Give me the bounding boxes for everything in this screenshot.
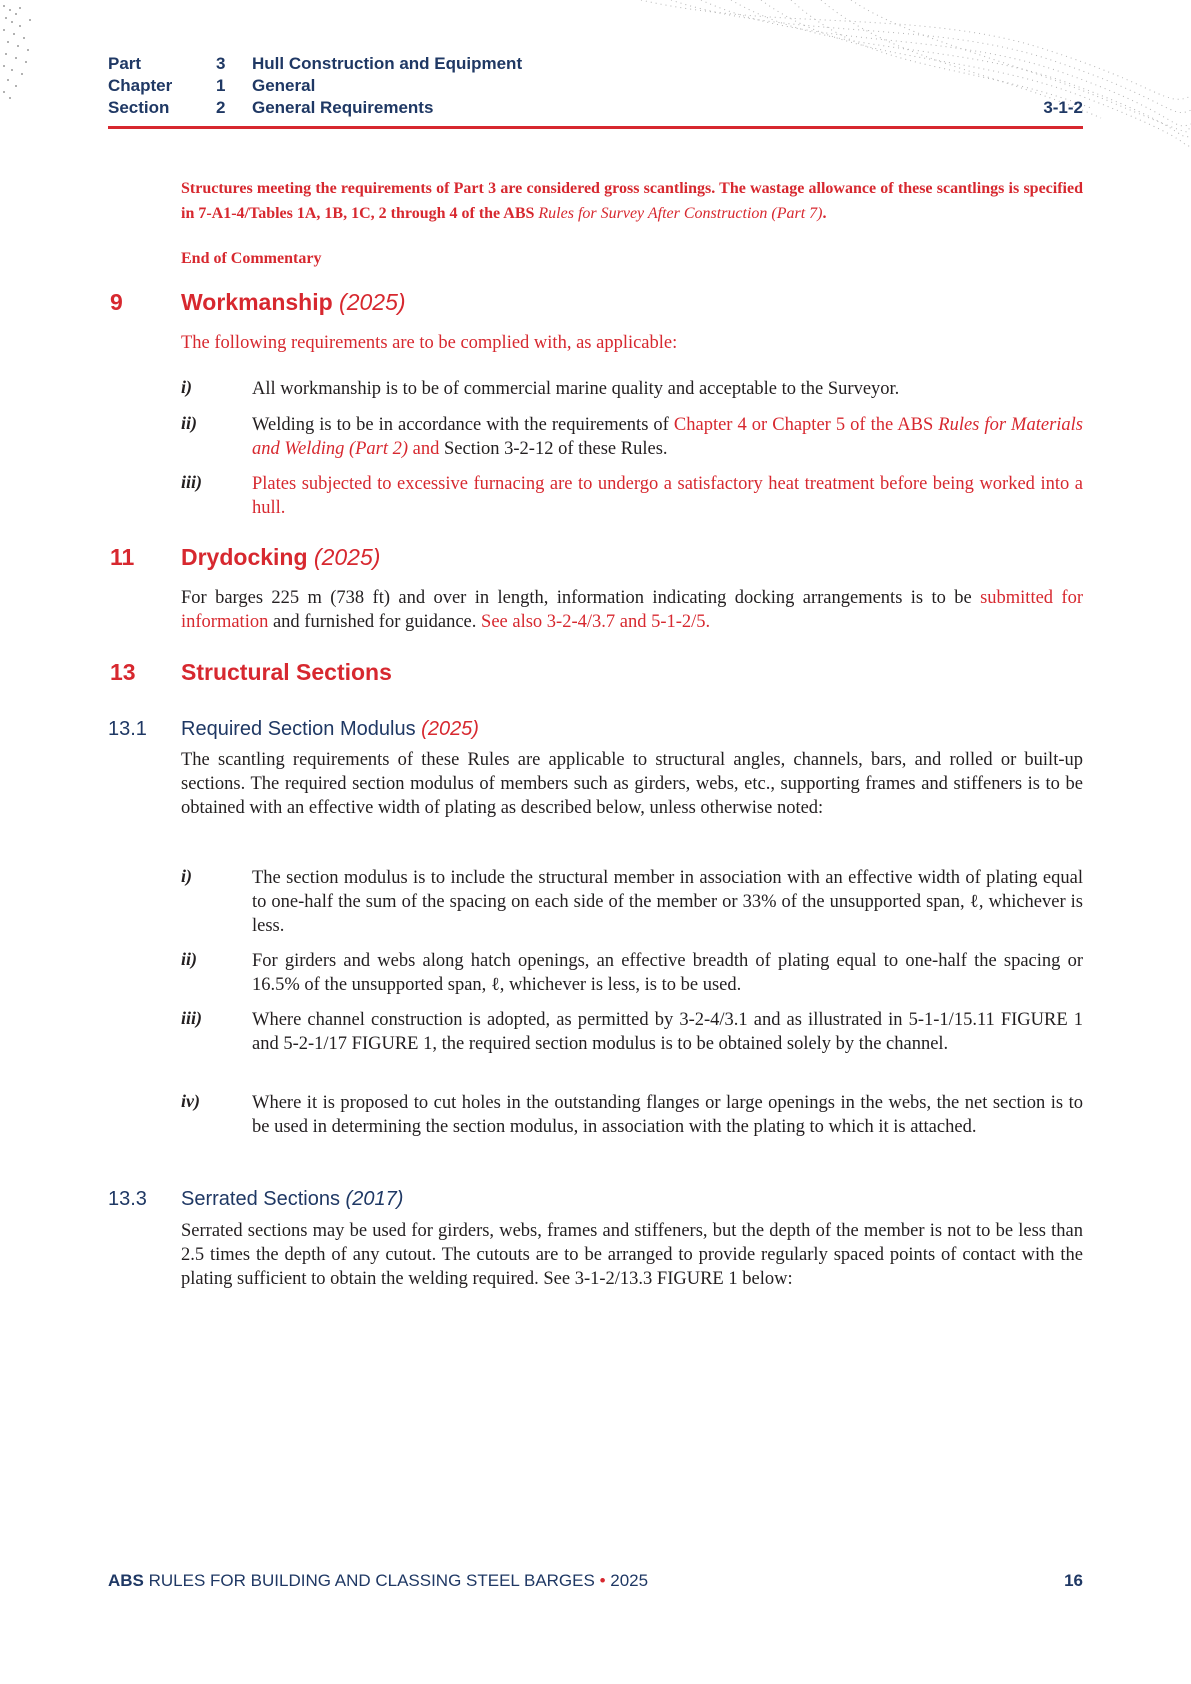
subsection-13-1-year: (2025)	[421, 718, 479, 740]
subsection-13-1-title: Required Section Modulus	[181, 718, 416, 740]
footer-bullet: •	[594, 1571, 611, 1590]
list-item-text: Welding is to be in accordance with the requirements of	[252, 415, 674, 435]
section-11-year: (2025)	[313, 544, 381, 570]
section-11-text: and furnished for guidance.	[268, 612, 482, 632]
subsection-13-3-heading	[181, 1188, 403, 1211]
header-section-number: 2	[216, 98, 226, 117]
section-9-number: 9	[110, 289, 123, 315]
section-9-intro: The following requirements are to be complied with, as applicable:	[181, 333, 678, 353]
footer-year: 2025	[610, 1571, 649, 1590]
header-divider	[108, 126, 1083, 129]
list-item: For girders and webs along hatch openings, an effective breadth of plating equal to one-half the spacing or 16.5% of the unsupported span, ℓ, whichever is less, is to be used.	[252, 951, 1083, 995]
header-part-title: Hull Construction and Equipment	[252, 54, 523, 73]
header-chapter-row	[108, 76, 1083, 98]
section-11-number: 11	[110, 544, 135, 570]
section-11-paragraph	[181, 586, 1083, 634]
footer-page-number: 16	[1064, 1571, 1083, 1590]
footer-brand: ABS	[108, 1571, 144, 1590]
subsection-13-1-heading	[181, 718, 479, 741]
commentary-paragraph	[181, 176, 1083, 226]
materials-welding-link[interactable]: Chapter 4 or Chapter 5 of the ABS	[673, 415, 939, 435]
header-chapter-title: General	[252, 76, 316, 95]
subsection-13-1-intro: The scantling requirements of these Rules are applicable to structural angles, channels, bars, and rolled or built-up sections. The required section modulus of members such as girders, webs, etc., supporting frames and stiffeners is to be obtained with an effective width of plating as described below, unless otherwise noted:	[181, 750, 1083, 818]
list-item: The section modulus is to include the structural member in association with an effective width of plating equal to one-half the sum of the spacing on each side of the member or 33% of the unsupported span, ℓ, whichever is less.	[252, 868, 1083, 936]
commentary-text: Structures meeting the requirements of Part 3 are considered gross scantlings. The wastage allowance of these scantlings is specified in 7-A1-4/Tables 1A, 1B, 1C, 2 through 4 of the ABS	[181, 180, 1083, 222]
header-section-title: General Requirements	[252, 98, 434, 117]
commentary-rules-title: Rules for Survey After Construction (Part 7)	[538, 205, 823, 222]
header-part-label: Part	[108, 54, 142, 73]
header-section-label: Section	[108, 98, 170, 117]
list-marker: iii)	[181, 472, 202, 492]
subsection-13-3-number: 13.3	[108, 1188, 147, 1210]
list-marker: ii)	[181, 413, 197, 433]
commentary-period: .	[822, 205, 827, 222]
list-marker: iv)	[181, 1091, 200, 1111]
section-11-submitted-text: submitted for information	[181, 588, 1083, 632]
section-11-cross-reference[interactable]: See also 3-2-4/3.7 and 5-1-2/5.	[481, 612, 711, 632]
list-item-text: Section 3-2-12 of these Rules.	[439, 439, 668, 459]
section-11-heading	[181, 544, 380, 571]
list-marker: ii)	[181, 949, 197, 969]
header-part-row	[108, 54, 1083, 76]
section-9-year: (2025)	[339, 289, 406, 315]
list-item-conjunction: and	[408, 439, 440, 459]
list-item: All workmanship is to be of commercial marine quality and acceptable to the Surveyor.	[252, 379, 900, 399]
materials-welding-title[interactable]: Rules for Materials and Welding (Part 2)	[252, 415, 1083, 459]
subsection-13-1-number: 13.1	[108, 718, 147, 740]
section-11-text: For barges 225 m (738 ft) and over in length, information indicating docking arrangements is to be	[181, 588, 981, 608]
list-marker: iii)	[181, 1008, 202, 1028]
list-marker: i)	[181, 866, 192, 886]
subsection-13-3-paragraph: Serrated sections may be used for girders, webs, frames and stiffeners, but the depth of the member is not to be less than 2.5 times the depth of any cutout. The cutouts are to be arranged to provide regularly spaced points of contact with the plating sufficient to obtain the welding required. See 3-1-2/13.3 FIGURE 1 below:	[181, 1221, 1083, 1289]
subsection-13-3-year: (2017)	[345, 1188, 404, 1210]
header-page-reference: 3-1-2	[1043, 98, 1083, 117]
section-13-number: 13	[110, 659, 136, 685]
section-11-title: Drydocking	[181, 544, 308, 570]
list-item: Where channel construction is adopted, as permitted by 3-2-4/3.1 and as illustrated in 5-1-1/15.11 FIGURE 1 and 5-2-1/17 FIGURE 1, the required section modulus is to be obtained solely by the channel.	[252, 1010, 1083, 1054]
list-item: Where it is proposed to cut holes in the outstanding flanges or large openings in the webs, the net section is to be used in determining the section modulus, in association with the plating to which it is attached.	[252, 1093, 1083, 1137]
list-item: Plates subjected to excessive furnacing are to undergo a satisfactory heat treatment before being worked into a hull.	[252, 474, 1083, 518]
header-section-row	[108, 98, 1083, 120]
section-13-title: Structural Sections	[181, 659, 392, 685]
footer-title	[108, 1571, 648, 1591]
list-marker: i)	[181, 377, 192, 397]
subsection-13-3-title: Serrated Sections	[181, 1188, 340, 1210]
header-chapter-number: 1	[216, 76, 226, 95]
section-9-heading	[181, 289, 406, 316]
decorative-dot-pattern	[0, 0, 60, 110]
page-footer	[108, 1571, 1083, 1595]
list-item	[252, 413, 1083, 461]
footer-book-title: RULES FOR BUILDING AND CLASSING STEEL BARGES	[143, 1571, 595, 1590]
section-9-title: Workmanship	[181, 289, 333, 315]
header-chapter-label: Chapter	[108, 76, 173, 95]
end-of-commentary: End of Commentary	[181, 250, 322, 267]
header-part-number: 3	[216, 54, 226, 73]
